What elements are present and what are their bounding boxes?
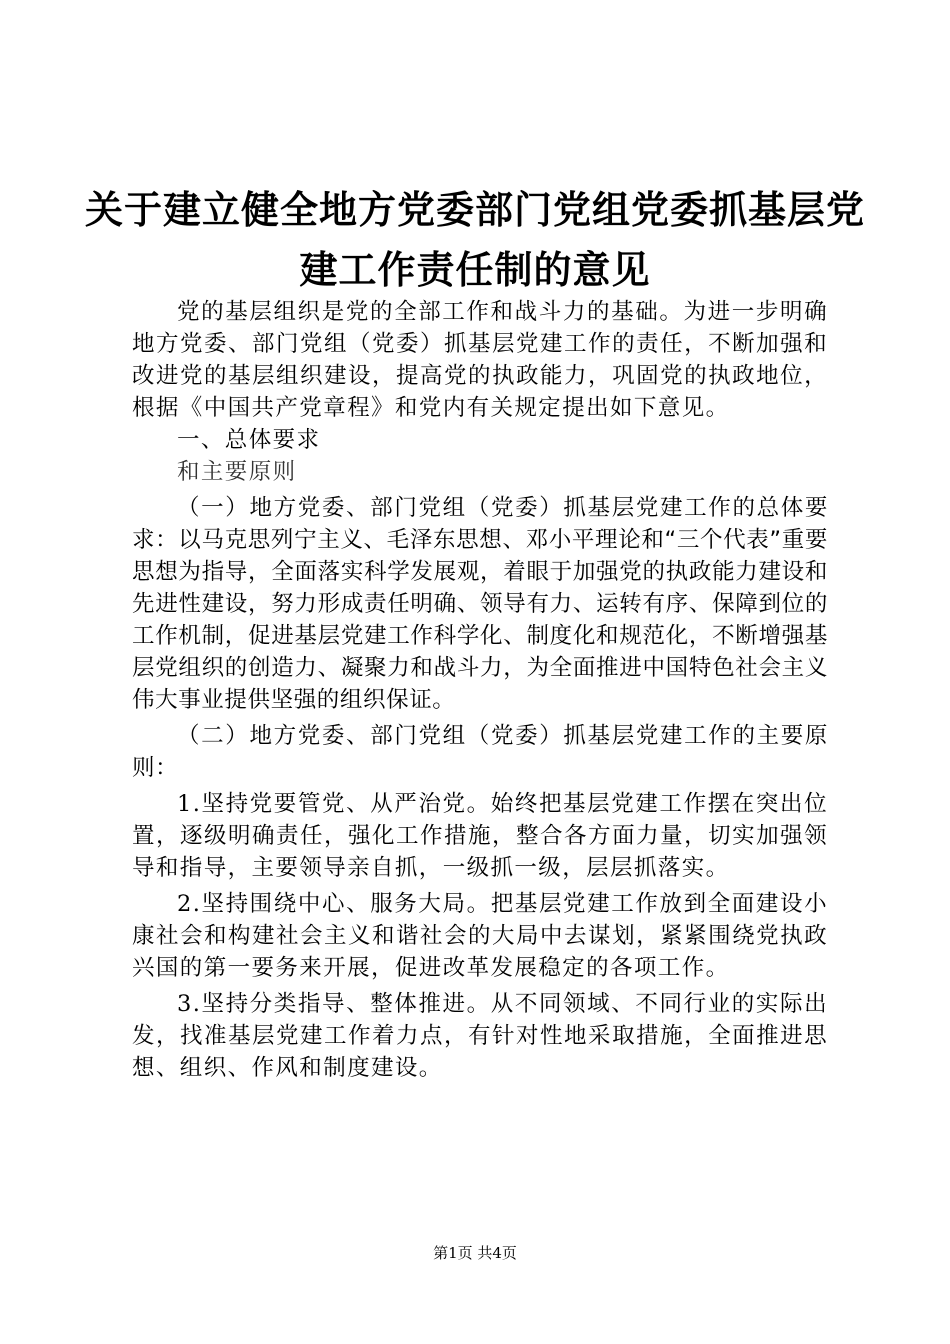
- principle-2-paragraph: 2.坚持围绕中心、服务大局。把基层党建工作放到全面建设小康社会和构建社会主义和谐社会的大局中去谋划，紧紧围绕党执政兴国的第一要务来开展，促进改革发展稳定的各项工作。: [132, 891, 828, 981]
- general-requirements-paragraph: （一）地方党委、部门党组（党委）抓基层党建工作的总体要求：以马克思列宁主义、毛泽东思想、邓小平理论和“三个代表”重要思想为指导，全面落实科学发展观，着眼于加强党的执政能力建设和先进性建设，努力形成责任明确、领导有力、运转有序、保障到位的工作机制，促进基层党建工作科学化、制度化和规范化，不断增强基层党组织的创造力、凝聚力和战斗力，为全面推进中国特色社会主义伟大事业提供坚强的组织保证。: [132, 495, 828, 713]
- principle-1-paragraph: 1.坚持党要管党、从严治党。始终把基层党建工作摆在突出位置，逐级明确责任，强化工作措施，整合各方面力量，切实加强领导和指导，主要领导亲自抓，一级抓一级，层层抓落实。: [132, 791, 828, 881]
- document-body: [132, 296, 828, 1084]
- document-title-line2: 建工作责任制的意见: [299, 248, 651, 292]
- section-heading-continuation: 和主要原则: [177, 459, 297, 485]
- main-principles-paragraph: （二）地方党委、部门党组（党委）抓基层党建工作的主要原则：: [132, 723, 828, 781]
- intro-paragraph: 党的基层组织是党的全部工作和战斗力的基础。为进一步明确地方党委、部门党组（党委）抓基层党建工作的责任，不断加强和改进党的基层组织建设，提高党的执政能力，巩固党的执政地位，根据《中国共产党章程》和党内有关规定提出如下意见。: [132, 299, 828, 421]
- section-heading: 一、总体要求: [177, 427, 321, 453]
- principle-3-paragraph: 3.坚持分类指导、整体推进。从不同领域、不同行业的实际出发，找准基层党建工作着力点，有针对性地采取措施，全面推进思想、组织、作风和制度建设。: [132, 991, 828, 1081]
- document-title-line1: 关于建立健全地方党委部门党组党委抓基层党: [84, 188, 865, 232]
- page-number-footer: 第1页 共4页: [433, 1244, 517, 1262]
